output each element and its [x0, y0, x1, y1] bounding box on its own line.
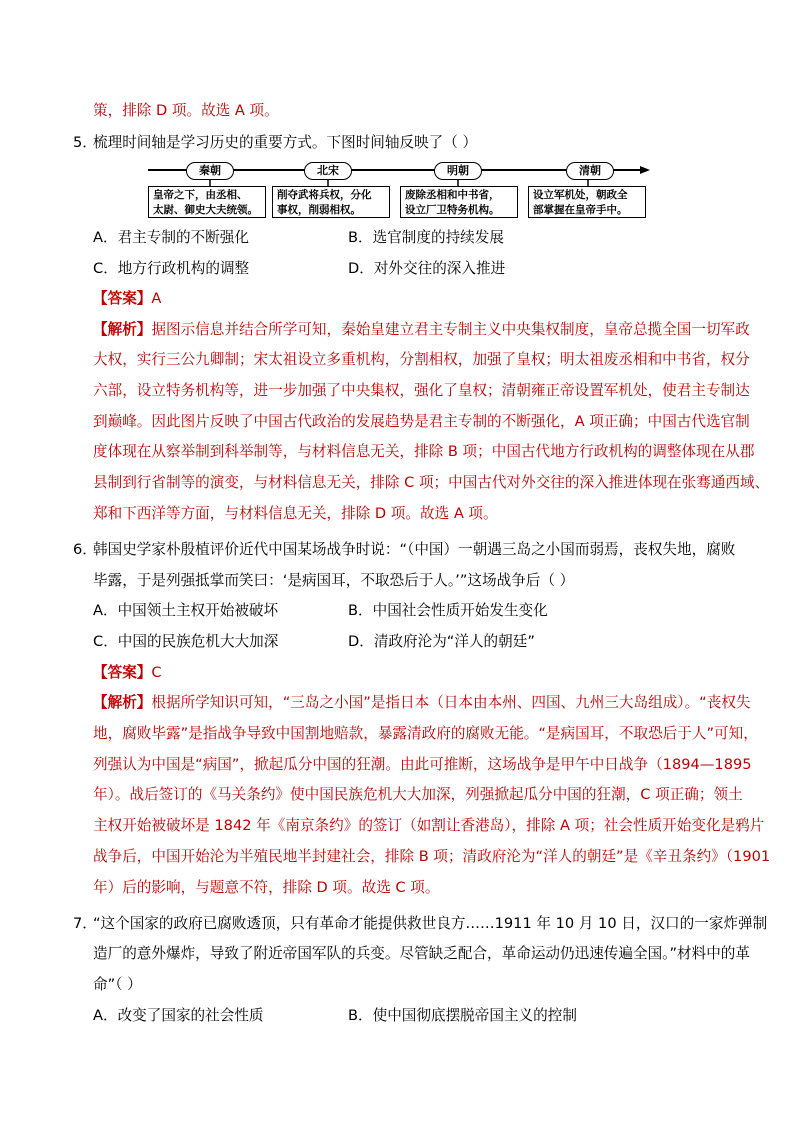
question-number: 7．	[73, 915, 97, 932]
timeline-box-beisong	[272, 186, 390, 218]
question-stem: 韩国史学家朴殷植评价近代中国某场战争时说：“（中国）一朝遇三岛之小国而弱焉，丧权失地，腐败	[93, 541, 736, 558]
timeline-box-line: 设立军机处，朝政全	[533, 189, 628, 201]
option-b: B．使中国彻底摆脱帝国主义的控制	[348, 1007, 577, 1024]
analysis-continuation: 策，排除 D 项。故选 A 项。	[93, 102, 279, 119]
timeline-node-qing: 清朝	[566, 162, 614, 180]
option-c: C．地方行政机构的调整	[93, 260, 250, 277]
timeline-node-qin: 秦朝	[186, 162, 234, 180]
analysis-line: 年）后的影响，与题意不符，排除 D 项。故选 C 项。	[93, 879, 440, 896]
answer-line	[93, 289, 161, 309]
analysis-line: 主权开始被破坏是 1842 年《南京条约》的签订（如割让香港岛），排除 A 项；社会性质开始变化是鸦片	[93, 817, 765, 834]
question-stem: 毕露，于是列强抵掌而笑曰：‘是病国耳，不取恐后于人。’”这场战争后（ ）	[93, 572, 575, 589]
answer-value: A	[151, 290, 162, 307]
timeline-box-line: 皇帝之下，由丞相、	[153, 189, 248, 201]
timeline-box-qing	[528, 186, 646, 218]
answer-tag: 【答案】	[93, 664, 152, 681]
analysis-line	[93, 693, 751, 713]
analysis-line: 郑和下西洋等方面，与材料信息无关，排除 D 项。故选 A 项。	[93, 505, 498, 522]
timeline-box-line: 废除丞相和中书省，	[405, 189, 500, 201]
timeline-box-line: 太尉、御史大夫统领。	[153, 204, 258, 216]
option-c: C．中国的民族危机大大加深	[93, 633, 279, 650]
analysis-tag: 【解析】	[93, 694, 152, 711]
analysis-line: 列强认为中国是“病国”，掀起瓜分中国的狂潮。由此可推断，这场战争是甲午中日战争（1894—1895	[93, 756, 752, 773]
option-d: D．对外交往的深入推进	[348, 260, 506, 277]
timeline-box-qin	[148, 186, 266, 218]
option-b: B．选官制度的持续发展	[348, 229, 504, 246]
option-b: B．中国社会性质开始发生变化	[348, 602, 548, 619]
timeline-box-line: 部掌握在皇帝手中。	[533, 204, 628, 216]
analysis-line: 战争后，中国开始沦为半殖民地半封建社会，排除 B 项；清政府沦为“洋人的朝廷”是《辛丑条约》（1901	[93, 848, 771, 865]
option-d: D．清政府沦为“洋人的朝廷”	[348, 633, 535, 650]
analysis-line: 年）。战后签订的《马关条约》使中国民族危机大大加深，列强掀起瓜分中国的狂潮，C 项正确；领土	[93, 786, 743, 803]
answer-value: C	[151, 664, 162, 681]
analysis-text: 据图示信息并结合所学可知，秦始皇建立君主专制主义中央集权制度，皇帝总揽全国一切军政	[151, 321, 750, 338]
timeline-box-ming	[400, 186, 518, 218]
analysis-tag: 【解析】	[93, 321, 152, 338]
analysis-line: 到巅峰。因此图片反映了中国古代政治的发展趋势是君主专制的不断强化，A 项正确；中国古代选官制	[93, 413, 750, 430]
question-stem: 造厂的意外爆炸，导致了附近帝国军队的兵变。尽管缺乏配合，革命运动仍迅速传遍全国。”材料中的革	[93, 945, 750, 962]
answer-tag: 【答案】	[93, 290, 152, 307]
timeline-node-ming: 明朝	[434, 162, 482, 180]
timeline-node-beisong: 北宋	[304, 162, 352, 180]
question-number: 5．	[73, 134, 97, 151]
analysis-text: 根据所学知识可知，“三岛之小国”是指日本（日本由本州、四国、九州三大岛组成）。“丧权失	[151, 694, 751, 711]
analysis-line: 地，腐败毕露”是指战争导致中国割地赔款，暴露清政府的腐败无能。“是病国耳，不取恐后于人”可知，	[93, 725, 758, 742]
analysis-line: 六部，设立特务机构等，进一步加强了中央集权，强化了皇权；清朝雍正帝设置军机处，使君主专制达	[93, 382, 750, 399]
timeline-box-line: 削夺武将兵权，分化	[277, 189, 372, 201]
timeline-box-line: 设立厂卫特务机构。	[405, 204, 500, 216]
analysis-line: 度体现在从察举制到科举制等，与材料信息无关，排除 B 项；中国古代地方行政机构的调整体现在从郡	[93, 443, 755, 460]
option-a: A．君主专制的不断强化	[93, 229, 249, 246]
question-stem: 命”（ ）	[93, 976, 142, 993]
analysis-line	[93, 320, 750, 340]
analysis-line: 县制到行省制等的演变，与材料信息无关，排除 C 项；中国古代对外交往的深入推进体现在张骞通西域、	[93, 474, 770, 491]
timeline-box-line: 事权，削弱相权。	[277, 204, 361, 216]
answer-line	[93, 663, 162, 683]
question-number: 6．	[73, 541, 97, 558]
question-stem: 梳理时间轴是学习历史的重要方式。下图时间轴反映了（ ）	[93, 134, 478, 151]
question-stem: “这个国家的政府已腐败透顶，只有革命才能提供救世良方……1911 年 10 月 10 日，汉口的一家炸弹制	[93, 915, 768, 932]
option-a: A．改变了国家的社会性质	[93, 1007, 264, 1024]
option-a: A．中国领土主权开始被破坏	[93, 602, 279, 619]
analysis-line: 大权，实行三公九卿制；宋太祖设立多重机构，分割相权，加强了皇权；明太祖废丞相和中书省，权分	[93, 351, 750, 368]
